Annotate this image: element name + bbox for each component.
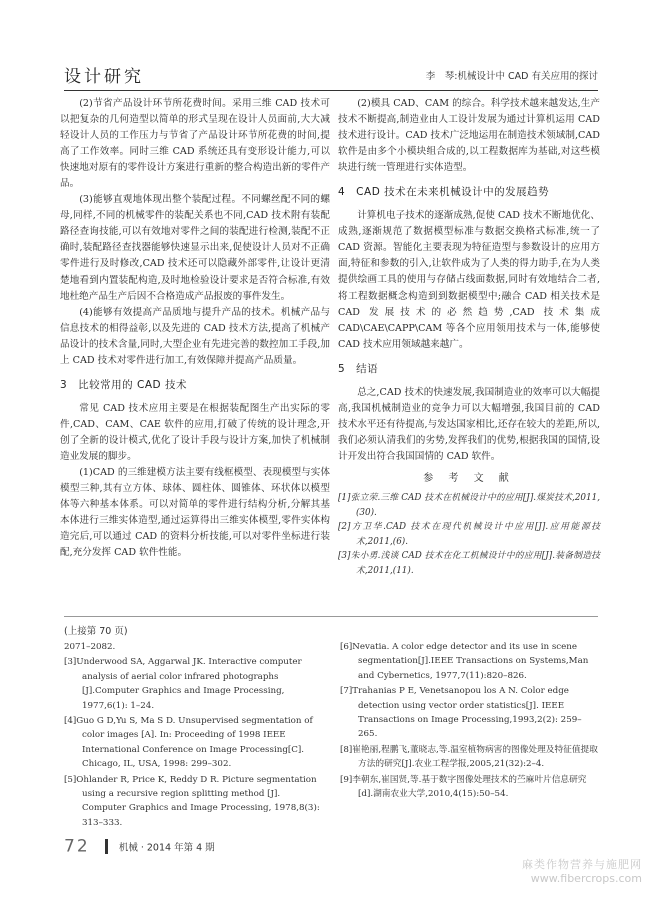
section-heading: 5 结语: [338, 362, 379, 375]
continued-note: (上接第 70 页): [64, 626, 128, 637]
section-heading: 4 CAD 技术在未来机械设计中的发展趋势: [338, 186, 550, 199]
reference-item: [8]崔艳丽,程鹏飞,董晓志,等.温室植物病害的图像处理及特征值提取方法的研究[J].农业工程学报,2005,21(32):2–4.: [340, 744, 598, 770]
reference-item: [9]李朝东,崔国贤,等.基于数字图像处理技术的苎麻叶片信息研究[d].湖南农业大学,2010,4(15):50–54.: [340, 774, 587, 800]
page-header: [64, 60, 598, 91]
paragraph: (2)节省产品设计环节所花费时间。采用三维 CAD 技术可以把复杂的几何造型以简单的形式呈现在设计人员面前,大大减轻设计人员的工作压力与节省了产品设计环节所花费的时间,提高了工作效率。同时三维 CAD 系统还具有变形设计能力,可以快速地对原有的零件设计方案进行重新的整合构造出新的零件产品。: [60, 98, 330, 190]
reference-item: [3]朱小勇.浅谈 CAD 技术在化工机械设计中的应用[J].装备制造技术,2011,(11).: [338, 551, 600, 576]
reference-item: 2071–2082.: [64, 642, 116, 652]
section-divider: [64, 616, 598, 617]
paragraph: (4)能够有效提高产品质地与提升产品的技术。机械产品与信息技术的相得益彰,以及先进的 CAD 技术方法,提高了机械产品设计的技术含量,同时,大型企业有先进完善的数控加工手段,加上 CAD 技术对零件进行加工,有效保障并提高产品质量。: [60, 306, 330, 366]
continued-references-left: [64, 640, 326, 831]
watermark-site-name: 麻类作物营养与施肥网: [522, 858, 642, 871]
reference-item: [6]Nevatia. A color edge detector and its use in scene segmentation[J].IEEE Transactions on Systems,Man and Cybernetics, 1977,7(11):820–826.: [340, 642, 589, 681]
references-list: [338, 491, 600, 579]
article-running-title: 李 琴:机械设计中 CAD 有关应用的探讨: [425, 71, 598, 82]
watermark: [522, 856, 642, 885]
reference-item: [2]方卫华.CAD 技术在现代机械设计中应用[J].应用能源技术,2011,(6).: [338, 522, 600, 547]
page-number: 72: [64, 836, 90, 857]
reference-item: [1]张立荣.三维 CAD 技术在机械设计中的应用[J].煤炭技术,2011,(30).: [338, 493, 600, 518]
paragraph: (1)CAD 的三维建模方法主要有线框模型、表现模型与实体模型三种,其有立方体、球体、圆柱体、圆锥体、环状体以模型体等六种基本体系。可以对简单的零件进行结构分析,分解其基本体进行三维实体造型,通过运算得出三维实体模型,零件实体构造完后,可以通过 CAD 的资料分析技能,可以对零件坐标进行装配,充分发挥 CAD 软件性能。: [60, 467, 330, 559]
paragraph: (3)能够直观地体现出整个装配过程。不同螺丝配不同的螺母,同样,不同的机械零件的装配关系也不同,CAD 技术附有装配路径查询技能,可以有效地对零件之间的装配进行检测,装配不正确时,装配路径查找器能够快速显示出来,促使设计人员对不正确零件进行及时修改,CAD 技术还可以隐藏外部零件,让设计更清楚地看到内置装配构造,及时地检验设计要求是否符合标准,有效地杜绝产品生产后因不合格造成产品报废的事件发生。: [60, 194, 330, 302]
journal-issue: 机械 · 2014 年第 4 期: [118, 842, 215, 854]
paragraph: 总之,CAD 技术的快速发展,我国制造业的效率可以大幅提高,我国机械制造业的竞争力可以大幅增强,我国目前的 CAD 技术水平还有待提高,与发达国家相比,还存在较大的差距,所以,我们必须认清我们的劣势,发挥我们的优势,根据我国的国情,设计开发出符合我国国情的 CAD 软件。: [338, 386, 600, 462]
left-column: [60, 96, 330, 561]
continued-references-right: [340, 640, 598, 802]
paragraph: 常见 CAD 技术应用主要是在根据装配图生产出实际的零件,CAD、CAM、CAE 软件的应用,打破了传统的设计理念,开创了全新的设计模式,优化了设计手段与设计方案,加快了机械制造业发展的脚步。: [60, 402, 330, 462]
reference-item: [4]Guo G D,Yu S, Ma S D. Unsupervised segmentation of color images [A]. In: Proceeding of 1998 IEEE International Conference on Image Processing[C]. Chicago, IL, USA, 1998: 299–302.: [64, 716, 313, 770]
reference-item: [3]Underwood SA, Aggarwal JK. Interactive computer analysis of aerial color infrared photographs [J].Computer Graphics and Image Processing, 1977,6(1): 1–24.: [64, 657, 302, 711]
references-title: 参 考 文 献: [423, 472, 515, 484]
right-column: [338, 96, 600, 579]
paragraph: 计算机电子技术的逐渐成熟,促使 CAD 技术不断地优化、成熟,逐渐规范了数据模型标准与数据交换格式标准,统一了 CAD 资源。智能化主要表现为特征造型与参数设计的应用方面,特征和参数的引入,让软件成为了人类的得力助手,在为人类提供绘画工具的使用与存储占线面数据,同时有效地结合二者,将工程数据概念构造到到数据模型中;融合 CAD 相关技术是 CAD 发展技术的必然趋势,CAD 技术集成 CAD\CAE\CAPP\CAM 等各个应用领用技术与一体,能够使 CAD 技术应用领域越来越广。: [338, 210, 600, 350]
reference-item: [5]Ohlander R, Price K, Reddy D R. Picture segmentation using a recursive region splitting method [J]. Computer Graphics and Image Processing, 1978,8(3): 313–333.: [64, 774, 320, 828]
paragraph: (2)模具 CAD、CAM 的综合。科学技术越来越发达,生产技术不断提高,制造业由人工设计发展为通过计算机运用 CAD 技术进行设计。CAD 技术广泛地运用在制造技术领域制,CAD 软件是由多个小模块组合成的,以工程数据库为基础,对这些模块进行统一管理进行实体造型。: [338, 98, 600, 174]
reference-item: [7]Trahanias P E, Venetsanopou los A N. Color edge detection using vector order statistics[J]. IEEE Transactions on Image Processing,1993,2(2): 259–265.: [340, 686, 582, 740]
watermark-url: www.fibercrops.com: [530, 872, 642, 885]
footer-divider-bar: [105, 839, 108, 854]
page-footer: [64, 836, 215, 860]
section-title: 设计研究: [64, 67, 144, 87]
section-heading: 3 比较常用的 CAD 技术: [60, 378, 187, 391]
